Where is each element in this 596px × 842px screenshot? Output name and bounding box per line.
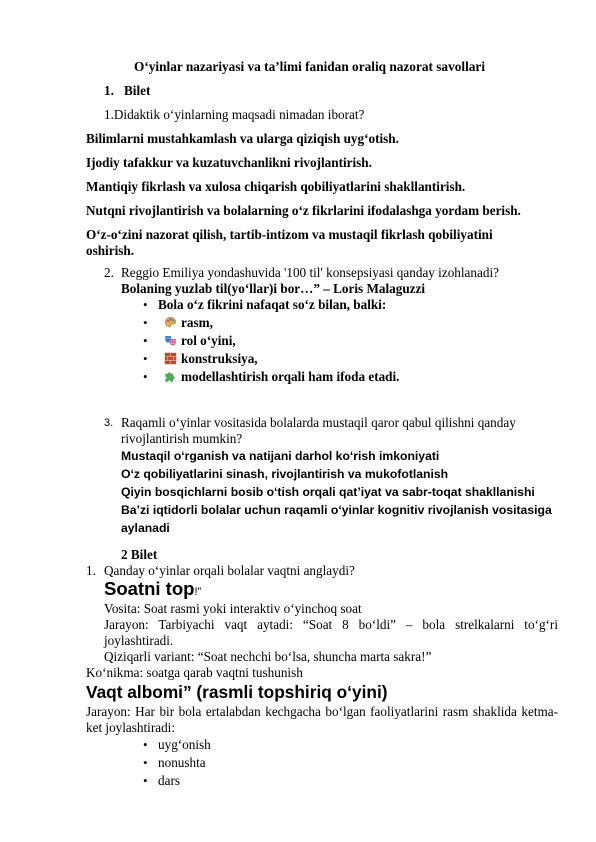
bilet2-heading: 2 Bilet bbox=[121, 547, 158, 562]
bilet2-question-1: Qanday o‘yinlar orqali bolalar vaqtni anglaydi? bbox=[104, 563, 355, 578]
bullet-marker: • bbox=[143, 351, 148, 366]
answer-line: aylanadi bbox=[121, 521, 170, 535]
konikma-line: Ko‘nikma: soatga qarab vaqtni tushunish bbox=[86, 665, 303, 680]
jarayon-paragraph: Jarayon: Tarbiyachi vaqt aytadi: “Soat 8 bo‘ldi” – bola strelkalarni to‘g‘ri joylashtiradi. bbox=[104, 617, 558, 648]
answer-line: Ijodiy tafakkur va kuzatuvchanlikni rivojlantirish. bbox=[86, 155, 372, 170]
answer-line: Bilimlarni mustahkamlash va ularga qiziqish uyg‘otish. bbox=[86, 131, 399, 146]
answer-line: O‘z qobiliyatlarini sinash, rivojlantirish va mukofotlanish bbox=[121, 467, 449, 481]
quote-line: Bolaning yuzlab til(yo‘llar)i bor…” – Loris Malaguzzi bbox=[121, 281, 426, 296]
bilet1-question-3-cont: rivojlantirish mumkin? bbox=[121, 431, 243, 446]
bullet-item: uyg‘onish bbox=[158, 737, 211, 752]
bilet1-heading: Bilet bbox=[124, 83, 151, 98]
bullet-marker: • bbox=[143, 333, 148, 348]
theater-masks-icon bbox=[164, 334, 177, 347]
game-title bbox=[104, 578, 201, 603]
palette-icon bbox=[164, 316, 177, 329]
bullet-item: nonushta bbox=[158, 755, 206, 770]
bullet-marker: • bbox=[143, 755, 148, 770]
bilet1-question-3-number: 3. bbox=[104, 417, 114, 429]
answer-line: Mustaqil o‘rganish va natijani darhol ko‘rish imkoniyati bbox=[121, 449, 440, 463]
game-title: Vaqt albomi” (rasmli topshiriq o‘yini) bbox=[86, 682, 388, 702]
bricks-icon bbox=[164, 352, 177, 365]
vosita-line: Vosita: Soat rasmi yoki interaktiv o‘yinchoq soat bbox=[104, 601, 362, 616]
bullet-intro: Bola o‘z fikrini nafaqat so‘z bilan, balki: bbox=[158, 297, 387, 312]
bullet-item bbox=[164, 315, 213, 331]
bullet-item: dars bbox=[158, 773, 180, 788]
bullet-item bbox=[164, 333, 236, 349]
bullet-item bbox=[164, 369, 399, 385]
bullet-marker: • bbox=[143, 737, 148, 752]
bullet-marker: • bbox=[143, 297, 148, 312]
bullet-item bbox=[164, 351, 258, 367]
bilet1-question-2-number: 2. bbox=[104, 265, 114, 280]
bullet-item-text: rol o‘yini, bbox=[181, 333, 236, 348]
jarayon-paragraph: Jarayon: Har bir bola ertalabdan kechgacha bo‘lgan faoliyatlarini rasm shaklida ketma-ket joylashtiradi: bbox=[86, 704, 558, 735]
bullet-item-text: rasm, bbox=[181, 315, 213, 330]
bullet-item-text: modellashtirish orqali ham ifoda etadi. bbox=[181, 369, 400, 384]
puzzle-piece-icon bbox=[164, 370, 177, 383]
bullet-marker: • bbox=[143, 773, 148, 788]
game-title-suffix: !” bbox=[194, 586, 202, 598]
answer-line: Nutqni rivojlantirish va bolalarning o‘z fikrlarini ifodalashga yordam berish. bbox=[86, 203, 521, 218]
answer-line: O‘z-o‘zini nazorat qilish, tartib-intizom va mustaqil fikrlash qobiliyatini bbox=[86, 227, 493, 242]
bilet2-question-1-number: 1. bbox=[86, 563, 96, 578]
bullet-marker: • bbox=[143, 315, 148, 330]
bilet1-heading-number: 1. bbox=[104, 83, 114, 98]
answer-line: Mantiqiy fikrlash va xulosa chiqarish qobiliyatlarini shakllantirish. bbox=[86, 179, 466, 194]
answer-line: Qiyin bosqichlarni bosib o‘tish orqali qat’iyat va sabr-toqat shakllanishi bbox=[121, 485, 535, 499]
bullet-item-text: konstruksiya, bbox=[181, 351, 258, 366]
answer-line: Ba’zi iqtidorli bolalar uchun raqamli o‘yinlar kognitiv rivojlanish vositasiga bbox=[121, 503, 552, 517]
bilet1-question-2: Reggio Emiliya yondashuvida '100 til' konsepsiyasi qanday izohlanadi? bbox=[121, 265, 499, 280]
bullet-marker: • bbox=[143, 369, 148, 384]
qiziqarli-line: Qiziqarli variant: “Soat nechchi bo‘lsa, shuncha marta sakra!” bbox=[104, 649, 432, 664]
bilet1-question-3: Raqamli o‘yinlar vositasida bolalarda mustaqil qaror qabul qilishni qanday bbox=[121, 415, 516, 430]
bilet1-question-1: 1.Didaktik o‘yinlarning maqsadi nimadan iborat? bbox=[104, 107, 365, 122]
page-title: O‘yinlar nazariyasi va ta’limi fanidan oraliq nazorat savollari bbox=[134, 59, 486, 74]
answer-line: oshirish. bbox=[86, 243, 135, 258]
game-title-text: Soatni top bbox=[104, 578, 195, 599]
